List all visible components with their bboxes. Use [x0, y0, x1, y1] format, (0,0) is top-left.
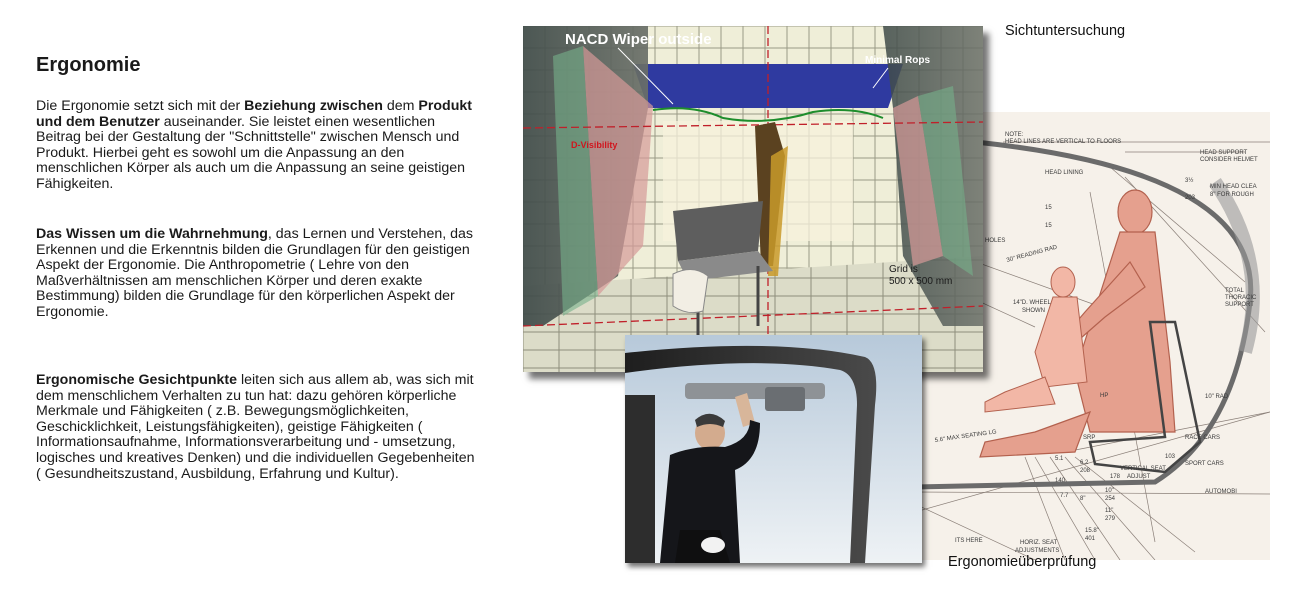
caption-ergonomiepruefung: Ergonomieüberprüfung: [948, 554, 1097, 570]
drawing-rad: 10" RAD: [1205, 394, 1229, 400]
drawing-consider-helmet: CONSIDER HELMET: [1200, 157, 1258, 163]
text-run: auseinander. Sie leistet einen wesentlichen Beitrag bei der Gestaltung der "Schnittstelle" zwischen Mensch und Produkt. Hierbei geht es sowohl um die Anpassung an den menschlichen Körper als auch um die Anpassung an seine geistigen Fähigkeiten.: [36, 113, 466, 192]
drawing-support: SUPPORT: [1225, 302, 1254, 308]
drawing-dim-15b: 15: [1045, 223, 1052, 229]
drawing-head-support: HEAD SUPPORT: [1200, 150, 1248, 156]
drawing-dim-401: 401: [1085, 536, 1096, 542]
drawing-dim-10: 10": [1105, 488, 1114, 494]
drawing-reading-rad: 30" READING RAD: [1005, 244, 1058, 264]
article-title: Ergonomie: [36, 54, 141, 76]
drawing-dim-8: 8": [1080, 496, 1086, 502]
bold-phrase: Das Wissen um die Wahrnehmung: [36, 226, 268, 242]
drawing-holes: HOLES: [985, 238, 1006, 244]
text-run: leiten sich aus allem ab, was sich mit dem menschlichem Verhalten zu tun hat: dazu gehören körperliche Merkmale und Fähigkeiten ( z.B. Bewegungsmöglichkeiten, Geschicklichkeit, Leistungsfähigkeiten), geistige Fähigkeiten ( Informationsaufnahme, Informationsverarbeitung und - umsetzung, logisches und kreatives Denken) und die individuellen Gegebenheiten ( Gesundheitszustand, Ausbildung, Erfahrung und Kultur).: [36, 372, 475, 482]
drawing-max-seating: 5.6" MAX SEATING LG: [934, 429, 998, 444]
drawing-dim-6-2: 6.2: [1080, 460, 1089, 466]
drawing-adjust: ADJUST: [1127, 474, 1151, 480]
drawing-vertical-seat: VERTICAL SEAT: [1120, 466, 1166, 472]
text-run: dem: [382, 98, 419, 114]
drawing-min-head: MIN HEAD CLEA: [1210, 184, 1257, 190]
cad-grid-line2: 500 x 500 mm: [889, 276, 953, 287]
drawing-sport-cars: SPORT CARS: [1185, 461, 1224, 467]
drawing-adjustments: ADJUSTMENTS: [1015, 548, 1060, 554]
drawing-automob: AUTOMOBI: [1205, 489, 1237, 495]
drawing-dim-5-1: 5.1: [1055, 456, 1064, 462]
drawing-race-cars: RACE CARS: [1185, 435, 1221, 441]
drawing-dim-279: 279: [1105, 516, 1116, 522]
caption-sichtuntersuchung: Sichtuntersuchung: [1005, 23, 1126, 39]
drawing-dim-254: 254: [1105, 496, 1116, 502]
drawing-dim-140: 140: [1055, 478, 1066, 484]
drawing-srp: SRP: [1083, 435, 1096, 441]
cad-title: NACD Wiper outside: [565, 31, 712, 48]
drawing-dim-178: 178: [1110, 474, 1121, 480]
drawing-thoracic: THORACIC: [1225, 295, 1257, 301]
cad-d-visibility: D-Visibility: [571, 140, 618, 150]
drawing-shown: SHOWN: [1022, 308, 1045, 314]
drawing-note: NOTE:: [1005, 132, 1024, 138]
paragraph-viewpoints: [36, 373, 476, 482]
drawing-dim-15a: 15: [1045, 205, 1052, 211]
drawing-wheel: 14"D. WHEEL: [1013, 300, 1051, 306]
drawing-head-lining: HEAD LINING: [1045, 170, 1084, 176]
drawing-dim-3: 3½: [1185, 178, 1194, 184]
cad-visibility-view: [523, 26, 983, 372]
drawing-note-text: HEAD LINES ARE VERTICAL TO FLOORS: [1005, 139, 1122, 145]
drawing-dim-11: 11": [1105, 508, 1114, 514]
forklift-cab-photo: [625, 335, 922, 563]
drawing-dim-103: 103: [1165, 454, 1176, 460]
drawing-for-rough: 8" FOR ROUGH: [1210, 192, 1254, 198]
cad-minimal-rops: Minimal Rops: [865, 55, 931, 66]
bold-phrase: Produkt und dem Benutzer: [36, 98, 473, 130]
drawing-dim-15-8: 15.8": [1085, 528, 1099, 534]
drawing-total: TOTAL: [1225, 288, 1244, 294]
drawing-dim-203: 203: [1185, 195, 1196, 201]
bold-phrase: Beziehung zwischen: [244, 98, 383, 114]
paragraph-perception: [36, 227, 476, 321]
text-run: , das Lernen und Verstehen, das Erkennen und die Erkenntnis bilden die Grundlagen für den geistigen Aspekt der Ergonomie. Die Anthropometrie ( Lehre von den Maßverhältnissen am menschlichen Körper und deren exakte Bestimmung) bilden die Grundlage für den körperlichen Aspekt der Ergonomie.: [36, 226, 473, 320]
paragraph-relationship: [36, 99, 476, 193]
cad-grid-line1: Grid is: [889, 264, 918, 275]
text-run: Die Ergonomie setzt sich mit der: [36, 98, 245, 114]
drawing-dim-7-7: 7.7: [1060, 493, 1069, 499]
drawing-its-here: ITS HERE: [955, 538, 983, 544]
drawing-dim-208: 208: [1080, 468, 1091, 474]
drawing-horiz-seat: HORIZ. SEAT: [1020, 540, 1058, 546]
drawing-hp: HP: [1100, 393, 1109, 399]
bold-phrase: Ergonomische Gesichtpunkte: [36, 372, 238, 388]
